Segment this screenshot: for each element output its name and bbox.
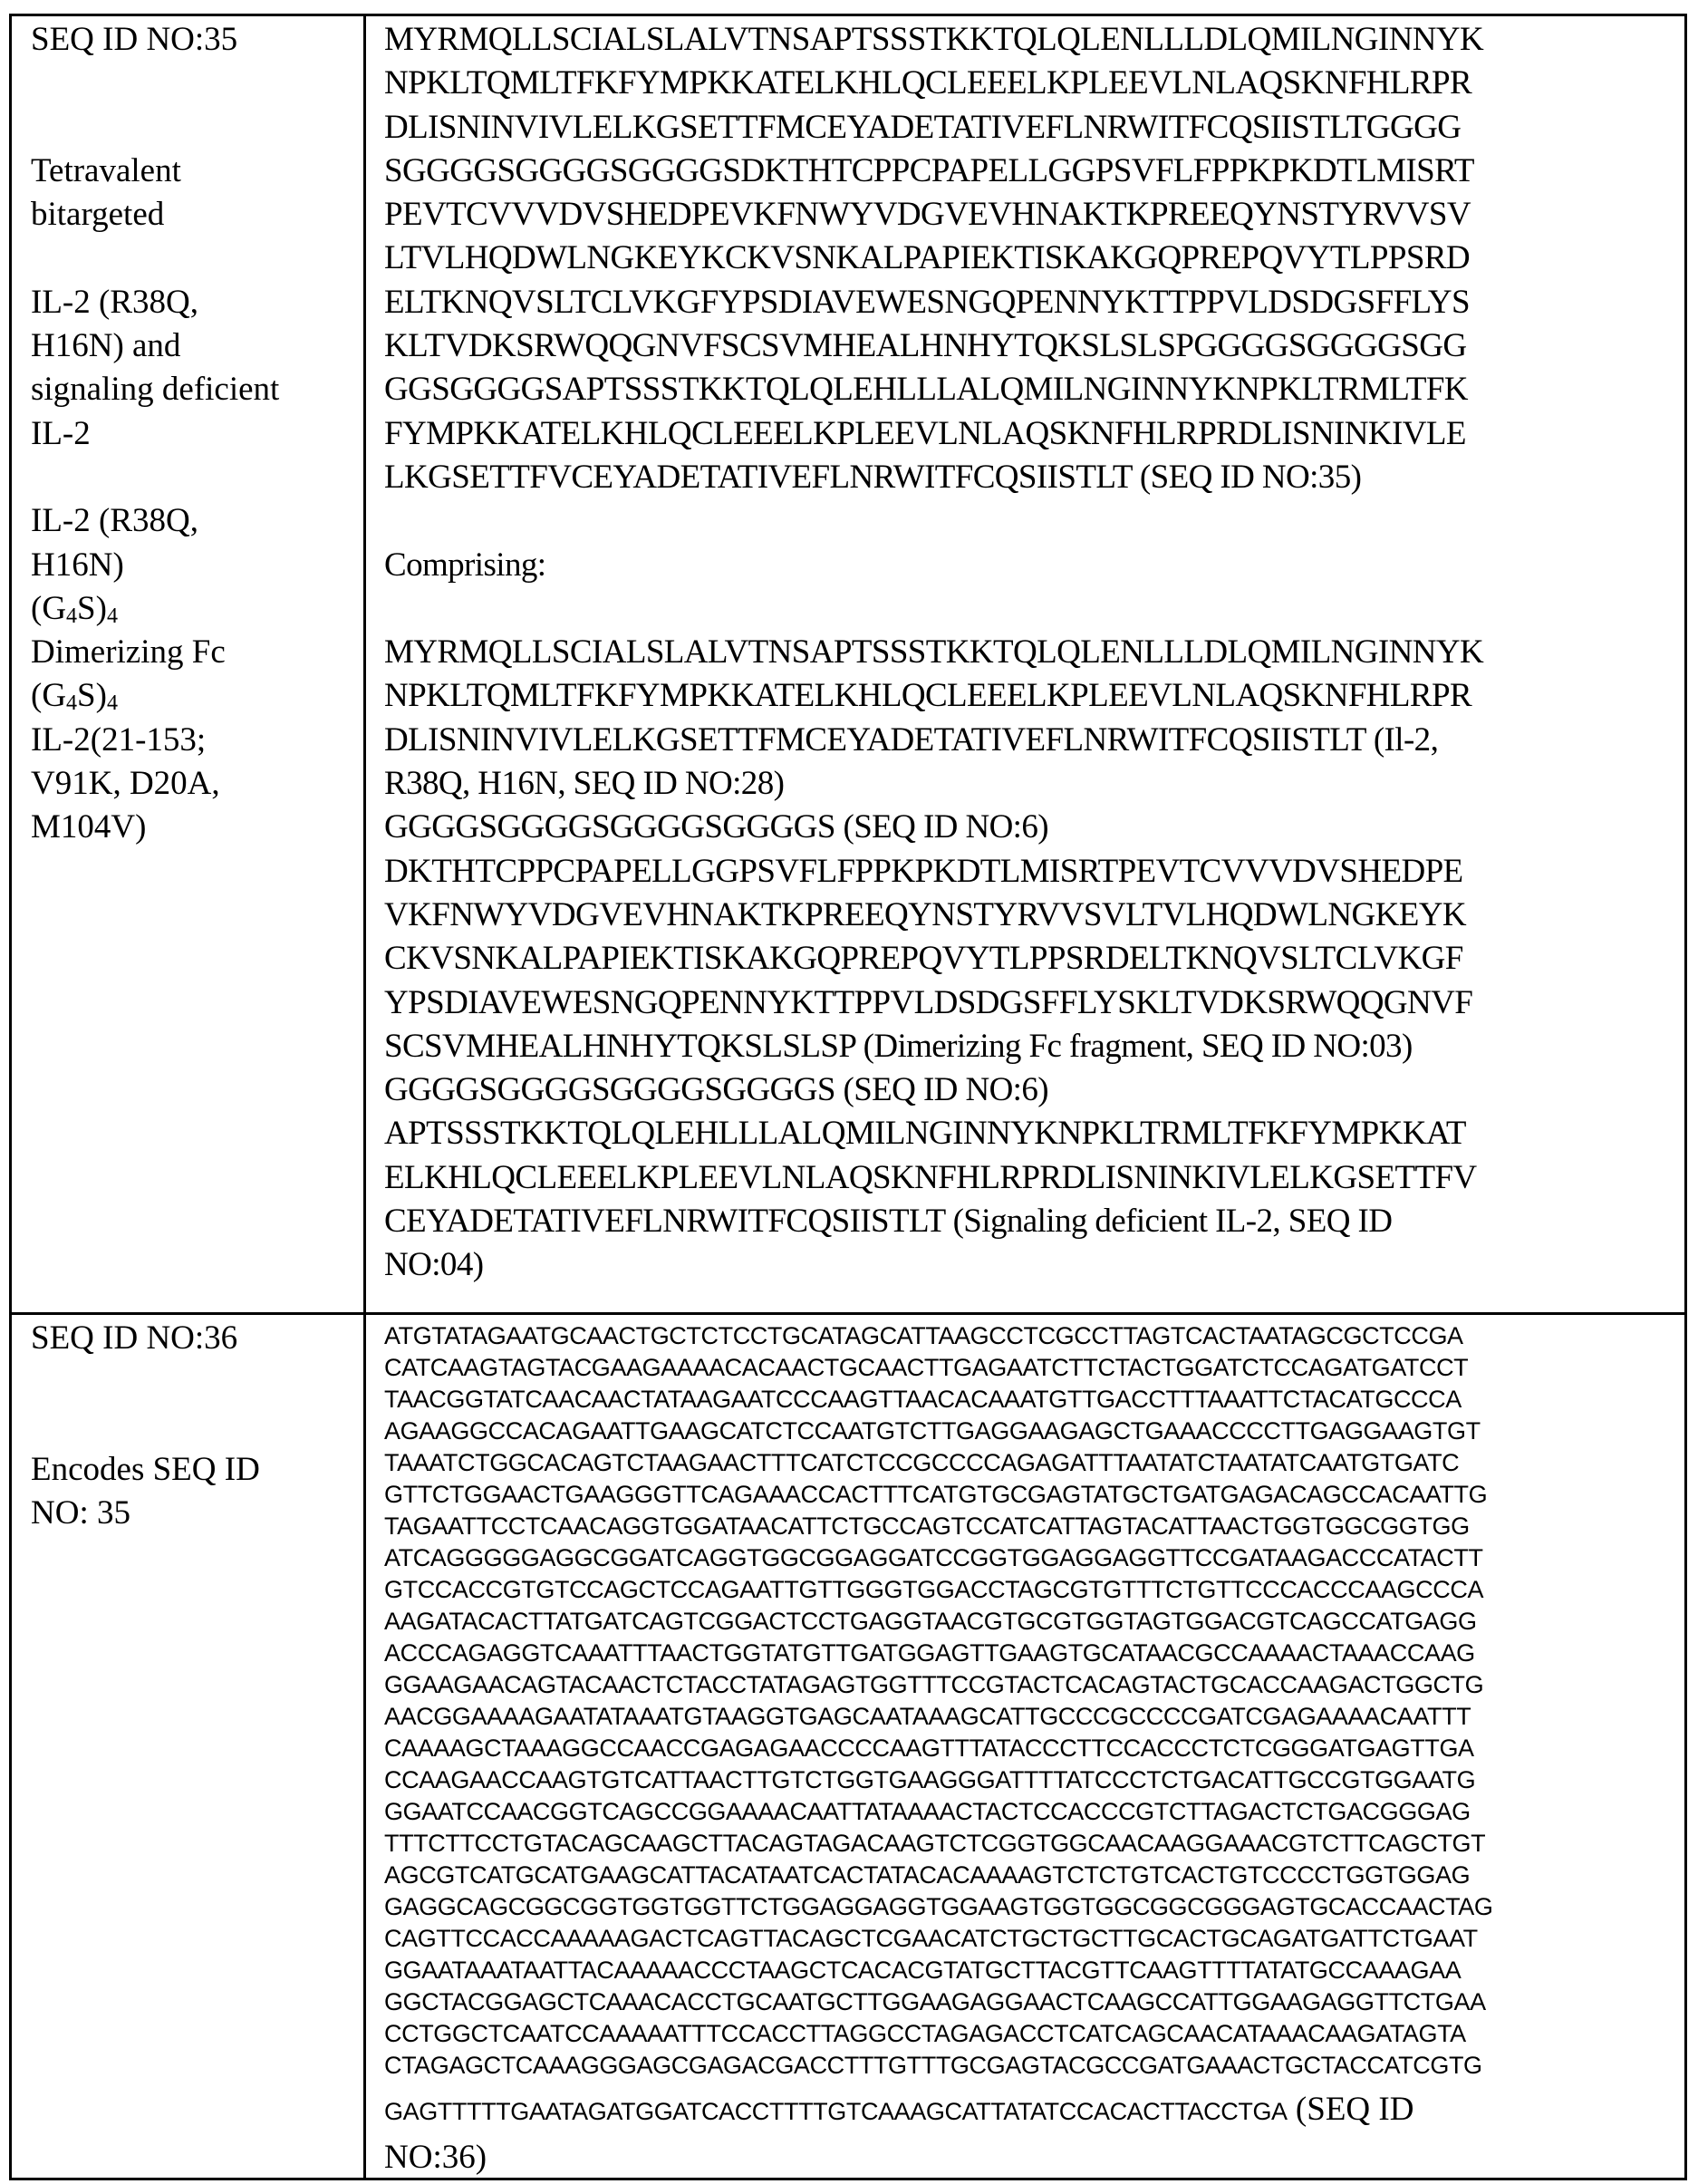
component-seq-line: APTSSSTKKTQLQLEHLLLALQMILNGINNYKNPKLTRMLTFKFYMPKKAT (384, 1115, 1466, 1153)
component-line: IL-2(21-153; (31, 720, 207, 759)
dna-sequence-block (384, 1315, 1684, 2178)
protein-line: FYMPKKATELKHLQCLEEELKPLEEVLNLAQSKNFHLRPRDLISNINKIVLE (384, 414, 1466, 452)
table-row-seq-36 (11, 1314, 1686, 2179)
component-seq-line: VKFNWYVDGVEVHNAKTKPREEQYNSTYRVVSVLTVLHQDWLNGKEYK (384, 895, 1466, 933)
summary-line: signaling deficient (31, 371, 280, 409)
component-seq-line: DLISNINVIVLELKGSETTFMCEYADETATIVEFLNRWITFCQSIISTLT (Il-2, (384, 720, 1439, 759)
component-line: Dimerizing Fc (31, 633, 226, 672)
label-cell-seq-36 (11, 1314, 365, 2179)
seq-id-label: SEQ ID NO:36 (31, 1319, 238, 1357)
component-line-linker: $(G_4S)_4$ (31, 589, 118, 628)
protein-line: SGGGGSGGGGSGGGGSDKTHTCPPCPAPELLGGPSVFLFPPKPKDTLMISRT (384, 151, 1474, 189)
protein-line: LTVLHQDWLNGKEYKCKVSNKALPAPIEKTISKAKGQPREPQVYTLPPSRD (384, 239, 1471, 277)
component-seq-line: ELKHLQCLEEELKPLEEVLNLAQSKNFHLRPRDLISNINKIVLELKGSETTFV (384, 1158, 1477, 1196)
dna-line: GAGGCAGCGGCGGTGGTGGTTCTGGAGGAGGTGGAAGTGGTGGCGGCGGGAGTGCACCAACTAG (384, 1893, 1493, 1920)
protein-line: LKGSETTFVCEYADETATIVEFLNRWITFCQSIISTLT (SEQ ID NO:35) (384, 458, 1362, 496)
component-line: M104V) (31, 808, 147, 846)
sequence-cell-seq-35 (365, 15, 1686, 1314)
description-line: Encodes SEQ ID (31, 1450, 260, 1488)
dna-line: GGAATCCAACGGTCAGCCGGAAAACAATTATAAAACTACTCCACCCGTCTTAGACTCTGACGGGAG (384, 1798, 1471, 1825)
component-seq-line: R38Q, H16N, SEQ ID NO:28) (384, 765, 785, 803)
description-line: Tetravalent (31, 151, 181, 189)
dna-line: ATGTATAGAATGCAACTGCTCTCCTGCATAGCATTAAGCCTCGCCTTAGTCACTAATAGCGCTCCGA (384, 1322, 1463, 1349)
seq-id-label: SEQ ID NO:35 (31, 21, 238, 58)
dna-line: GGAATAAATAATTACAAAAACCCTAAGCTCACACGTATGCTTACGTTCAAGTTTTATATGCCAAAGAA (384, 1957, 1462, 1984)
protein-line: PEVTCVVVDVSHEDPEVKFNWYVDGVEVHNAKTKPREEQYNSTYRVVSV (384, 196, 1471, 234)
component-line-linker: $(G_4S)_4$ (31, 677, 118, 716)
component-seq-line: MYRMQLLSCIALSLALVTNSAPTSSSTKKTQLQLENLLLDLQMILNGINNYK (384, 633, 1484, 672)
dna-last-line: GAGTTTTTGAATAGATGGATCACCTTTTGTCAAAGCATTATATCCACACTTACCTGA (SEQ ID (384, 2091, 1414, 2128)
dna-line: TAACGGTATCAACAACTATAAGAATCCCAAGTTAACACAAATGTTGACCTTTAAATTCTACATGCCCA (384, 1386, 1462, 1413)
protein-line: MYRMQLLSCIALSLALVTNSAPTSSSTKKTQLQLENLLLDLQMILNGINNYK (384, 21, 1484, 58)
sequence-cell-seq-36 (365, 1314, 1686, 2179)
dna-line: AGCGTCATGCATGAAGCATTACATAATCACTATACACAAAAGTCTCTGTCACTGTCCCCTGGTGGAG (384, 1861, 1471, 1889)
dna-line: GTCCACCGTGTCCAGCTCCAGAATTGTTGGGTGGACCTAGCGTGTTTCTGTTCCCACCCAAGCCCA (384, 1576, 1484, 1603)
component-line: V91K, D20A, (31, 765, 220, 803)
summary-line: H16N) and (31, 327, 181, 365)
protein-line: DLISNINVIVLELKGSETTFMCEYADETATIVEFLNRWITFCQSIISTLTGGGG (384, 108, 1462, 146)
seq-id-reference: (SEQ ID (1287, 2091, 1414, 2128)
component-seq-line: GGGGSGGGGSGGGGSGGGGS (SEQ ID NO:6) (384, 1071, 1048, 1109)
component-seq-line: SCSVMHEALHNHYTQKSLSLSP (Dimerizing Fc fragment, SEQ ID NO:03) (384, 1027, 1413, 1065)
component-seq-line: DKTHTCPPCPAPELLGGPSVFLFPPKPKDTLMISRTPEVTCVVVDVSHEDPE (384, 852, 1463, 890)
component-seq-line: GGGGSGGGGSGGGGSGGGGS (SEQ ID NO:6) (384, 808, 1048, 846)
comprising-label: Comprising: (384, 546, 546, 584)
component-seq-line: NO:04) (384, 1246, 484, 1284)
summary-line: IL-2 (31, 414, 91, 452)
seq-id-reference-end: NO:36) (384, 2139, 487, 2176)
component-seq-line: CKVSNKALPAPIEKTISKAKGQPREPQVYTLPPSRDELTKNQVSLTCLVKGF (384, 940, 1463, 978)
protein-line: ELTKNQVSLTCLVKGFYPSDIAVEWESNGQPENNYKTTPPVLDSDGSFFLYS (384, 283, 1470, 321)
table-row-seq-35 (11, 15, 1686, 1314)
sequence-table (9, 14, 1687, 2180)
dna-line: AAGATACACTTATGATCAGTCGGACTCCTGAGGTAACGTGCGTGGTAGTGGACGTCAGCCATGAGG (384, 1608, 1477, 1635)
dna-line: AGAAGGCCACAGAATTGAAGCATCTCCAATGTCTTGAGGAAGAGCTGAAACCCCTTGAGGAAGTGT (384, 1417, 1481, 1445)
protein-line: NPKLTQMLTFKFYMPKKATELKHLQCLEEELKPLEEVLNLAQSKNFHLRPR (384, 64, 1472, 102)
dna-line: GTTCTGGAACTGAAGGGTTCAGAAACCACTTTCATGTGCGAGTATGCTGATGAGACAGCCACAATTG (384, 1481, 1488, 1508)
component-seq-line: YPSDIAVEWESNGQPENNYKTTPPVLDSDGSFFLYSKLTVDKSRWQQGNVF (384, 983, 1473, 1021)
description-line: NO: 35 (31, 1494, 130, 1532)
dna-line: TTTCTTCCTGTACAGCAAGCTTACAGTAGACAAGTCTCGGTGGCAACAAGGAAACGTCTTCAGCTGT (384, 1830, 1486, 1857)
dna-line: CATCAAGTAGTACGAAGAAAACACAACTGCAACTTGAGAATCTTCTACTGGATCTCCAGATGATCCT (384, 1354, 1469, 1381)
summary-line: IL-2 (R38Q, (31, 283, 198, 321)
component-seq-line: NPKLTQMLTFKFYMPKKATELKHLQCLEEELKPLEEVLNLAQSKNFHLRPR (384, 677, 1472, 715)
dna-line: CTAGAGCTCAAAGGGAGCGAGACGACCTTTGTTTGCGAGTACGCCGATGAAACTGCTACCATCGTG (384, 2052, 1482, 2079)
dna-line: CAGTTCCACCAAAAAGACTCAGTTACAGCTCGAACATCTGCTGCTTGCACTGCAGATGATTCTGAAT (384, 1925, 1478, 1952)
dna-line: TAGAATTCCTCAACAGGTGGATAACATTCTGCCAGTCCATCATTAGTACATTAACTGGTGGCGGTGG (384, 1512, 1470, 1540)
dna-line: CAAAAGCTAAAGGCCAACCGAGAGAACCCCAAGTTTATACCCTTCCACCCTCTCGGGATGAGTTGA (384, 1735, 1474, 1762)
dna-line: AACGGAAAAGAATATAAATGTAAGGTGAGCAATAAAGCATTGCCCGCCCCGATCGAGAAAACAATTT (384, 1703, 1471, 1730)
component-line: IL-2 (R38Q, (31, 502, 198, 540)
dna-line: GGAAGAACAGTACAACTCTACCTATAGAGTGGTTTCCGTACTCACAGTACTGCACCAAGACTGGCTG (384, 1671, 1484, 1698)
description-line: bitargeted (31, 196, 165, 234)
dna-line: GGCTACGGAGCTCAAACACCTGCAATGCTTGGAAGAGGAACTCAAGCCATTGGAAGAGGTTCTGAA (384, 1988, 1486, 2015)
protein-line: GGSGGGGSAPTSSSTKKTQLQLEHLLLALQMILNGINNYKNPKLTRMLTFK (384, 371, 1468, 409)
protein-line: KLTVDKSRWQQGNVFSCSVMHEALHNHYTQKSLSLSPGGGGSGGGGSGG (384, 327, 1467, 365)
dna-line: TAAATCTGGCACAGTCTAAGAACTTTCATCTCCGCCCCAGAGATTTAATATCTAATATCAATGTGATC (384, 1449, 1460, 1476)
dna-line: CCTGGCTCAATCCAAAAATTTCCACCTTAGGCCTAGAGACCTCATCAGCAACATAAACAAGATAGTA (384, 2020, 1466, 2047)
label-cell-seq-35 (11, 15, 365, 1314)
dna-line: ACCCAGAGGTCAAATTTAACTGGTATGTTGATGGAGTTGAAGTGCATAACGCCAAAACTAAACCAAG (384, 1639, 1475, 1667)
component-line: H16N) (31, 546, 124, 584)
dna-line: CCAAGAACCAAGTGTCATTAACTTGTCTGGTGAAGGGATTTTATCCCTCTGACATTGCCGTGGAATG (384, 1766, 1476, 1793)
dna-line: ATCAGGGGGAGGCGGATCAGGTGGCGGAGGATCCGGTGGAGGAGGTTCCGATAAGACCCATACTT (384, 1544, 1483, 1571)
component-seq-line: CEYADETATIVEFLNRWITFCQSIISTLT (Signaling deficient IL-2, SEQ ID (384, 1203, 1393, 1241)
